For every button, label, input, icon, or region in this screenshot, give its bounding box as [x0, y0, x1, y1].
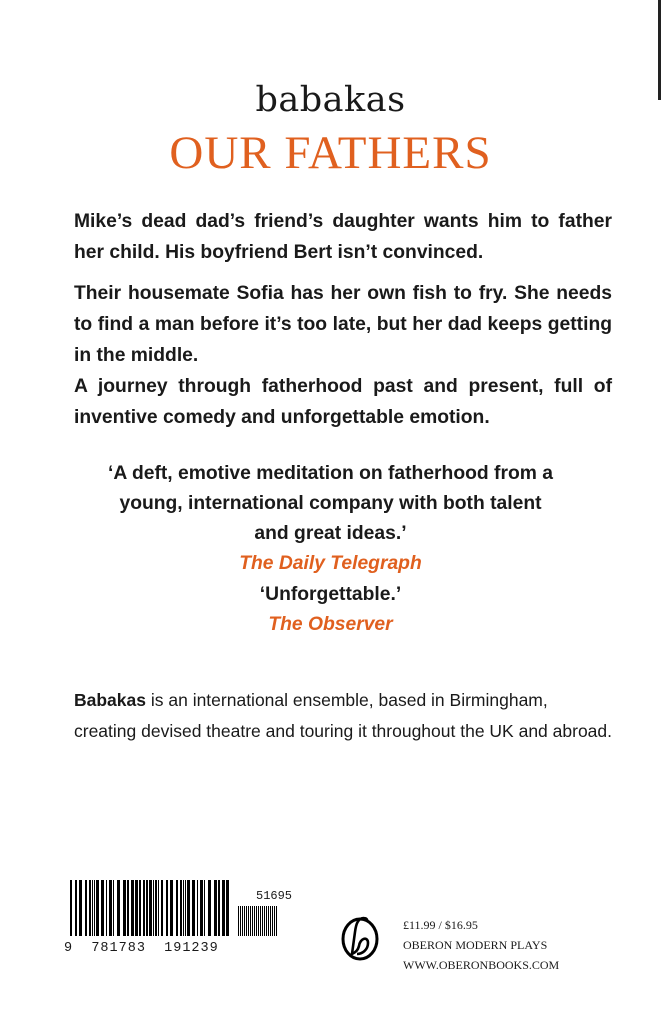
barcode-bar: [240, 906, 241, 936]
barcode-bar: [149, 880, 152, 936]
barcode-bar: [139, 880, 141, 936]
blurb-paragraph-1: Mike’s dead dad’s friend’s daughter wants him to father her child. His boyfriend Bert isn’t convinced.: [74, 211, 612, 263]
barcode-bar: [214, 880, 217, 936]
addon-barcode: [238, 906, 308, 936]
barcode-bar: [258, 906, 259, 936]
barcode-addon-number: 51695: [256, 889, 293, 903]
barcode-bar: [260, 906, 261, 936]
barcode-bar: [143, 880, 145, 936]
barcode-bar: [79, 880, 82, 936]
barcode-bar: [101, 880, 104, 936]
quote-source: The Daily Telegraph: [239, 553, 422, 574]
company-bio: [74, 685, 614, 747]
barcode-bar: [153, 880, 154, 936]
barcode-bar: [123, 880, 126, 936]
barcode-bar: [192, 880, 195, 936]
barcode-bar: [85, 880, 87, 936]
barcode-bar: [204, 880, 205, 936]
barcode-bar: [127, 880, 129, 936]
barcode-bar: [222, 880, 225, 936]
isbn-lead-digit: 9: [64, 941, 74, 956]
barcode-bar: [180, 880, 182, 936]
barcode-bar: [117, 880, 120, 936]
barcode-bar: [252, 906, 253, 936]
barcode-bar: [244, 906, 245, 936]
publisher-website: WWW.OBERONBOOKS.COM: [403, 958, 560, 972]
barcode-bar: [94, 880, 95, 936]
quote-text: ‘A deft, emotive meditation on fatherhood from a young, international company with both talent and great ideas.’: [108, 463, 553, 544]
barcode-bar: [96, 880, 99, 936]
barcode-bar: [89, 880, 91, 936]
publisher-info: [403, 915, 559, 975]
barcode-bar: [262, 906, 263, 936]
barcode-bar: [70, 880, 72, 936]
barcode-bar: [246, 906, 247, 936]
barcode-bar: [158, 880, 159, 936]
barcode-bar: [131, 880, 134, 936]
isbn-barcode: [70, 880, 230, 936]
blurb-paragraph-3: A journey through fatherhood past and present, full of inventive comedy and unforgettable emotion.: [74, 376, 612, 428]
barcode-bar: [166, 880, 168, 936]
barcode-bar: [218, 880, 220, 936]
author-name: babakas: [255, 80, 406, 120]
barcode-bar: [161, 880, 163, 936]
barcode-bar: [183, 880, 184, 936]
barcode-bar: [268, 906, 269, 936]
barcode-bar: [248, 906, 249, 936]
barcode-bar: [200, 880, 203, 936]
barcode-bar: [226, 880, 229, 936]
company-name: Babakas: [74, 690, 146, 710]
barcode-bar: [208, 880, 211, 936]
barcode-bar: [106, 880, 107, 936]
barcode-bar: [274, 906, 275, 936]
blurb-paragraph-2: Their housemate Sofia has her own fish to fry. She needs to find a man before it’s too late, but her dad keeps getting in the middle.: [74, 283, 612, 366]
barcode-bar: [197, 880, 198, 936]
barcode-bar: [176, 880, 178, 936]
book-title: OUR FATHERS: [169, 127, 492, 179]
quote-text: ‘Unforgettable.’: [259, 584, 402, 605]
review-quote-1: [60, 459, 601, 579]
series-name: OBERON MODERN PLAYS: [403, 938, 548, 952]
barcode-bar: [250, 906, 251, 936]
review-quote-2: [60, 580, 601, 640]
barcode-bar: [187, 880, 190, 936]
barcode-bar: [254, 906, 255, 936]
oberon-b-logo-icon: [338, 910, 382, 964]
barcode-bar: [264, 906, 265, 936]
barcode-bar: [276, 906, 277, 936]
barcode-bar: [256, 906, 257, 936]
barcode-bar: [242, 906, 243, 936]
price: £11.99 / $16.95: [403, 918, 478, 932]
barcode-bar: [266, 906, 267, 936]
barcode-bar: [155, 880, 157, 936]
barcode-bar: [135, 880, 138, 936]
isbn-group-2: 191239: [164, 941, 219, 956]
barcode-bar: [238, 906, 239, 936]
barcode-bar: [270, 906, 271, 936]
barcode-bar: [170, 880, 173, 936]
barcode-bar: [146, 880, 148, 936]
barcode-bar: [75, 880, 77, 936]
quote-source: The Observer: [268, 614, 393, 635]
barcode-bar: [109, 880, 112, 936]
barcode-bar: [92, 880, 93, 936]
barcode-bar: [272, 906, 273, 936]
company-bio-text: is an international ensemble, based in Birmingham, creating devised theatre and touring it throughout the UK and abroad.: [74, 690, 613, 741]
barcode-bar: [185, 880, 186, 936]
barcode-bar: [113, 880, 114, 936]
isbn-group-1: 781783: [91, 941, 146, 956]
isbn-digits: [64, 941, 219, 956]
